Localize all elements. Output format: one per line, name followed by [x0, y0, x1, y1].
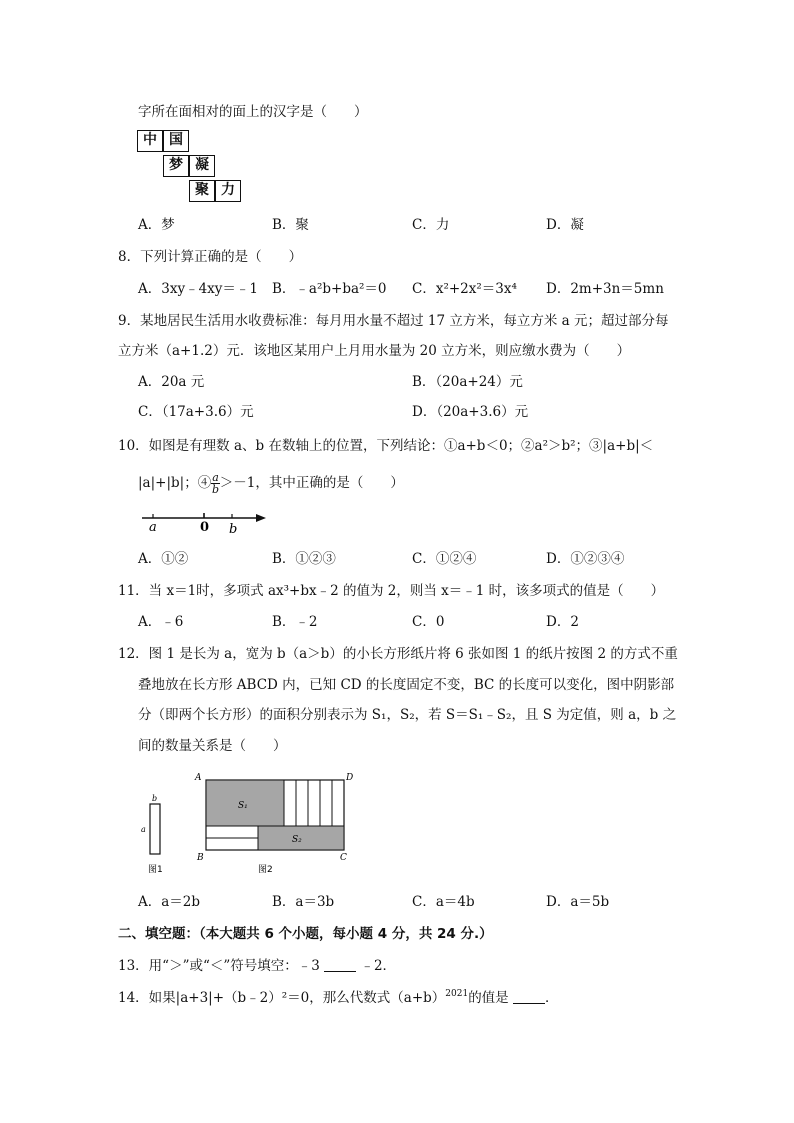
q12-option-b[interactable]: B．a＝3b — [272, 894, 335, 910]
q14-text-post: ． — [544, 990, 559, 1006]
q10-option-b[interactable]: B．①②③ — [272, 551, 336, 567]
fig1-label-a: a — [141, 825, 146, 834]
q8-option-b[interactable]: B．﹣a²b+ba²＝0 — [272, 281, 387, 297]
q8-option-a[interactable]: A．3xy﹣4xy＝﹣1 — [138, 281, 258, 297]
net-cell: 中 — [137, 130, 163, 152]
q14-exponent: 2021 — [445, 989, 469, 999]
q11-option-b[interactable]: B．﹣2 — [272, 614, 318, 630]
q13-stem — [118, 957, 396, 975]
number-line — [140, 506, 270, 536]
axis-label-a: a — [149, 520, 157, 535]
q12-stem-line2: 叠地放在长方形 ABCD 内，已知 CD 的长度固定不变，BC 的长度可以变化，图中阴影部 — [138, 677, 675, 693]
small-rectangle — [150, 804, 160, 854]
net-cell: 梦 — [163, 155, 189, 177]
vertex-a: A — [195, 773, 202, 783]
q10-option-a[interactable]: A．①② — [138, 551, 189, 567]
q9-option-c[interactable]: C．（17a+3.6）元 — [138, 404, 254, 420]
q10-stem-line1: 10．如图是有理数 a、b 在数轴上的位置，下列结论：①a+b＜0；②a²＞b²；③|a+b|＜ — [118, 438, 654, 454]
q11-option-c[interactable]: C．0 — [412, 614, 445, 630]
q7-stem: 字所在面相对的面上的汉字是（ ） — [138, 104, 368, 120]
net-cell: 聚 — [189, 180, 215, 202]
q10-line2-pre: |a|+|b|；④ — [138, 475, 212, 491]
q10-option-d[interactable]: D．①②③④ — [546, 551, 625, 567]
q10-line2-post: ＞－1，其中正确的是（ ） — [219, 475, 404, 491]
q7-option-c[interactable]: C．力 — [412, 217, 450, 233]
net-cell: 凝 — [189, 155, 215, 177]
q7-option-b[interactable]: B．聚 — [272, 217, 309, 233]
q14-stem — [118, 989, 558, 1007]
vertex-c: C — [340, 853, 347, 863]
q12-option-c[interactable]: C．a＝4b — [412, 894, 475, 910]
q12-stem-line4: 间的数量关系是（ ） — [138, 738, 287, 754]
q12-option-d[interactable]: D．a＝5b — [546, 894, 610, 910]
q12-stem-line3: 分（即两个长方形）的面积分别表示为 S₁，S₂，若 S＝S₁﹣S₂，且 S 为定值，则 a，b 之 — [138, 707, 677, 723]
q7-option-a[interactable]: A．梦 — [138, 217, 175, 233]
q9-stem-line2: 立方米（a+1.2）元．该地区某用户上月用水量为 20 立方米，则应缴水费为（ ） — [118, 343, 631, 359]
q7-option-d[interactable]: D．凝 — [546, 217, 584, 233]
fig1-label-b: b — [152, 794, 158, 803]
q9-option-b[interactable]: B．（20a+24）元 — [412, 374, 523, 390]
axis-label-b: b — [229, 522, 238, 536]
q8-stem: 8．下列计算正确的是（ ） — [118, 249, 303, 265]
fig2-caption: 图2 — [258, 865, 273, 875]
q12-option-a[interactable]: A．a＝2b — [138, 894, 201, 910]
q14-text-pre: 14．如果|a+3|+（b﹣2）²＝0，那么代数式（a+b） — [118, 990, 446, 1006]
axis-arrow — [256, 514, 266, 522]
answer-blank[interactable] — [324, 957, 356, 972]
fig1-caption: 图1 — [148, 865, 163, 875]
q14-text-mid: 的值是 — [468, 990, 509, 1006]
fraction-numerator: a — [212, 471, 219, 484]
axis-label-zero: 0 — [200, 520, 210, 535]
q11-stem: 11．当 x＝1时，多项式 ax³+bx﹣2 的值为 2，则当 x＝﹣1 时，该多项式的值是（ ） — [118, 583, 665, 599]
q13-text-post: ﹣2． — [360, 958, 397, 974]
label-s1: S₁ — [238, 801, 248, 811]
q8-option-d[interactable]: D．2m+3n＝5mn — [546, 281, 664, 297]
q11-option-a[interactable]: A．﹣6 — [138, 614, 184, 630]
q8-option-c[interactable]: C．x²+2x²＝3x⁴ — [412, 281, 517, 297]
net-cell: 力 — [215, 180, 241, 202]
answer-blank[interactable] — [513, 989, 545, 1004]
label-s2: S₂ — [292, 835, 302, 845]
fraction-a-over-b — [211, 472, 220, 495]
q12-stem-line1: 12．图 1 是长为 a，宽为 b（a＞b）的小长方形纸片将 6 张如图 1 的纸片按图 2 的方式不重 — [118, 646, 678, 662]
q13-text-pre: 13．用“＞”或“＜”符号填空：﹣3 — [118, 958, 320, 974]
vertex-d: D — [346, 773, 354, 783]
net-cell: 国 — [163, 130, 189, 152]
figure-1 — [138, 790, 178, 880]
vertex-b: B — [197, 853, 204, 863]
fraction-denominator: b — [211, 483, 219, 496]
q11-option-d[interactable]: D．2 — [546, 614, 579, 630]
q9-option-a[interactable]: A．20a 元 — [138, 374, 205, 390]
q10-stem-line2 — [138, 472, 404, 495]
q10-option-c[interactable]: C．①②④ — [412, 551, 477, 567]
q9-stem-line1: 9．某地居民生活用水收费标准：每月用水量不超过 17 立方米，每立方米 a 元；超过部分每 — [118, 313, 669, 329]
figure-2 — [192, 768, 357, 878]
q9-option-d[interactable]: D．（20a+3.6）元 — [412, 404, 529, 420]
section-heading: 二、填空题：（本大题共 6 个小题，每小题 4 分，共 24 分.） — [118, 926, 493, 942]
